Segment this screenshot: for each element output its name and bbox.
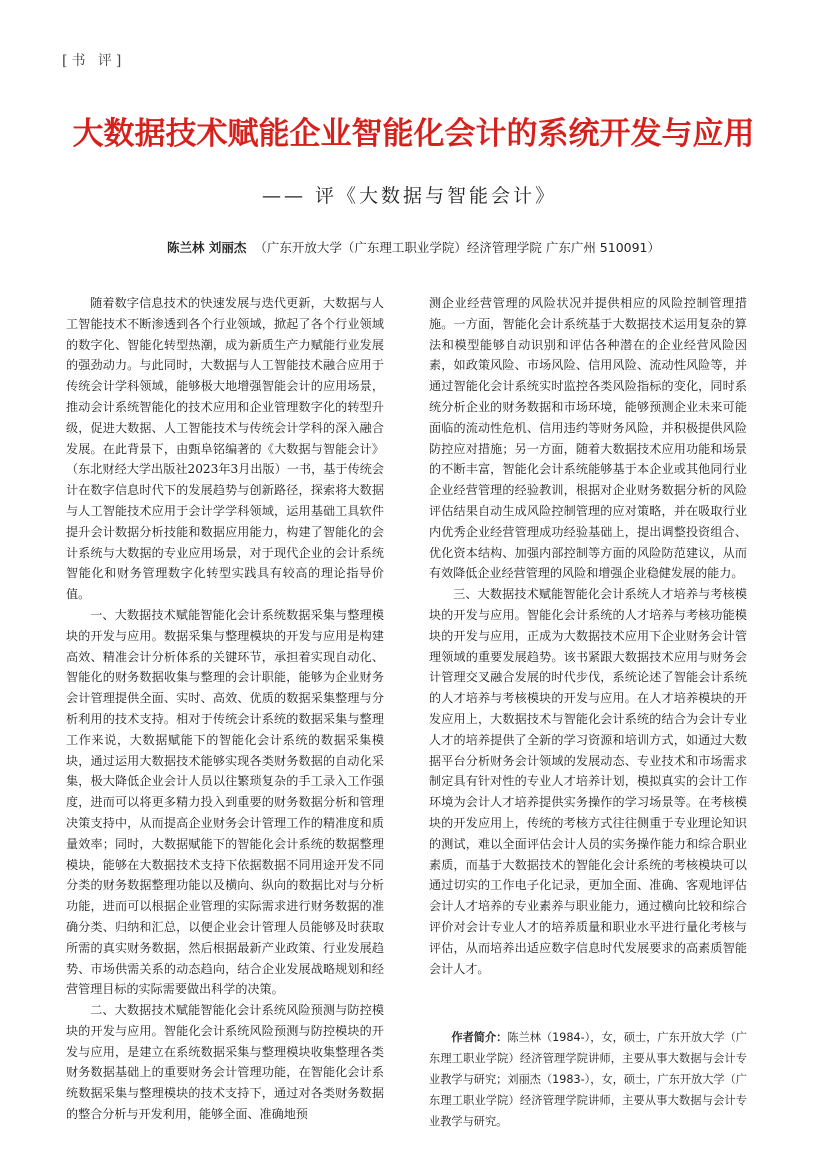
section-tag: [书 评] — [62, 53, 126, 69]
author-names: 陈兰林 刘丽杰 — [166, 240, 247, 255]
author-line — [0, 238, 827, 256]
paragraph-section-2-continued: 测企业经营管理的风险状况并提供相应的风险控制管理措施。一方面，智能化会计系统基于大数据技术运用复杂的算法和模型能够自动识别和评估各种潜在的企业经营风险因素，如政策风险、市场风险、信用风险、流动性风险等，并通过智能化会计系统实时监控各类风险指标的变化，同时系统分析企业的财务数据和市场环境，能够预测企业未来可能面临的流动性危机、信用违约等财务风险，并积极提供风险防控应对措施；另一方面，随着大数据技术应用功能和场景的不断丰富，智能化会计系统能够基于本企业或其他同行业企业经营管理的经验教训，根据对企业财务数据分析的风险评估结果自动生成风险控制管理的应对策略，并在吸取行业内优秀企业经营管理成功经验基础上，提出调整投资组合、优化资本结构、加强内部控制等方面的风险防范建议，从而有效降低企业经营管理的风险和增强企业稳健发展的能力。 — [429, 296, 747, 581]
paragraph-intro: 随着数字信息技术的快速发展与迭代更新，大数据与人工智能技术不断渗透到各个行业领域，掀起了各个行业领域的数字化、智能化转型热潮，成为新质生产力赋能行业发展的强劲动力。与此同时，大数据与人工智能技术融合应用于传统会计学科领域，能够极大地增强智能会计的应用场景，推动会计系统智能化的技术应用和企业管理数字化的转型升级，促进大数据、人工智能技术与传统会计学科的深入融合发展。在此背景下，由甄阜铭编著的《大数据与智能会计》（东北财经大学出版社2023年3月出版）一书，基于传统会计在数字信息时代下的发展趋势与创新路径，探索将大数据与人工智能技术应用于会计学学科领域，运用基础工具软件提升会计数据分析技能和数据应用能力，构建了智能化的会计系统与大数据的专业应用场景，对于现代企业的会计系统智能化和财务管理数字化转型实践具有较高的理论指导价值。 — [66, 296, 384, 602]
author-affiliation: （广东开放大学（广东理工职业学院）经济管理学院 广东广州 510091） — [254, 240, 661, 255]
author-bio-text: 陈兰林（1984-），女，硕士，广东开放大学（广东理工职业学院）经济管理学院讲师，主要从事大数据与会计专业教学与研究；刘丽杰（1983-），女，硕士，广东开放大学（广东理工职业学院）经济管理学院讲师，主要从事大数据与会计专业教学与研究。 — [429, 1031, 747, 1128]
article-subtitle: —— 评《大数据与智能会计》 — [262, 185, 558, 207]
paragraph-section-2: 二、大数据技术赋能智能化会计系统风险预测与防控模块的开发与应用。智能化会计系统风险预测与防控模块的开发与应用，是建立在系统数据采集与整理模块收集整理各类财务数据基础上的重要财务会计管理功能，在智能化会计系统数据采集与整理模块的技术支持下，通过对各类财务数据的整合分析与开发利用，能够全面、准确地预 — [66, 1003, 384, 1122]
paragraph-section-3: 三、大数据技术赋能智能化会计系统人才培养与考核模块的开发与应用。智能化会计系统的人才培养与考核功能模块的开发与应用，正成为大数据技术应用下企业财务会计管理领域的重要发展趋势。该书紧跟大数据技术应用与财务会计管理交叉融合发展的时代步伐，系统论述了智能会计系统的人才培养与考核模块的开发与应用。在人才培养模块的开发应用上，大数据技术与智能化会计系统的结合为会计专业人才的培养提供了全新的学习资源和培训方式，如通过大数据平台分析财务会计领域的发展动态、专业技术和市场需求制定具有针对性的专业人才培养计划，模拟真实的会计工作环境为会计人才培养提供实务操作的学习场景等。在考核模块的开发应用上，传统的考核方式往往侧重于专业理论知识的测试，难以全面评估会计人员的实务操作能力和综合职业素质，而基于大数据技术的智能化会计系统的考核模块可以通过切实的工作电子化记录，更加全面、准确、客观地评估会计人才培养的专业素养与职业能力，通过横向比较和综合评价对会计专业人才的培养质量和职业水平进行量化考核与评估，从而培养出适应数字信息时代发展要求的高素质智能会计人才。 — [429, 587, 747, 976]
left-column — [66, 293, 384, 1125]
right-column — [429, 293, 747, 979]
author-bio — [429, 1027, 747, 1132]
article-title: 大数据技术赋能企业智能化会计的系统开发与应用 — [72, 116, 755, 152]
paragraph-section-1: 一、大数据技术赋能智能化会计系统数据采集与整理模块的开发与应用。数据采集与整理模块的开发与应用是构建高效、精准会计分析体系的关键环节，承担着实现自动化、智能化的财务数据收集与整理的会计职能，能够为企业财务会计管理提供全面、实时、高效、优质的数据采集整理与分析利用的技术支持。相对于传统会计系统的数据采集与整理工作来说，大数据赋能下的智能化会计系统的数据采集模块，通过运用大数据技术能够实现各类财务数据的自动化采集，极大降低企业会计人员以往繁琐复杂的手工录入工作强度，进而可以将更多精力投入到重要的财务数据分析和管理决策支持中，从而提高企业财务会计管理工作的精准度和质量效率；同时，大数据赋能下的智能化会计系统的数据整理模块，能够在大数据技术支持下依据数据不同用途开发不同分类的财务数据整理功能以及横向、纵向的数据比对与分析功能，进而可以根据企业管理的实际需求进行财务数据的准确分类、归纳和汇总，以便企业会计管理人员能够及时获取所需的真实财务数据，然后根据最新产业政策、行业发展趋势、市场供需关系的动态趋向，结合企业发展战略规划和经营管理目标的实际需要做出科学的决策。 — [66, 607, 384, 997]
author-bio-label: 作者简介： — [451, 1031, 508, 1044]
